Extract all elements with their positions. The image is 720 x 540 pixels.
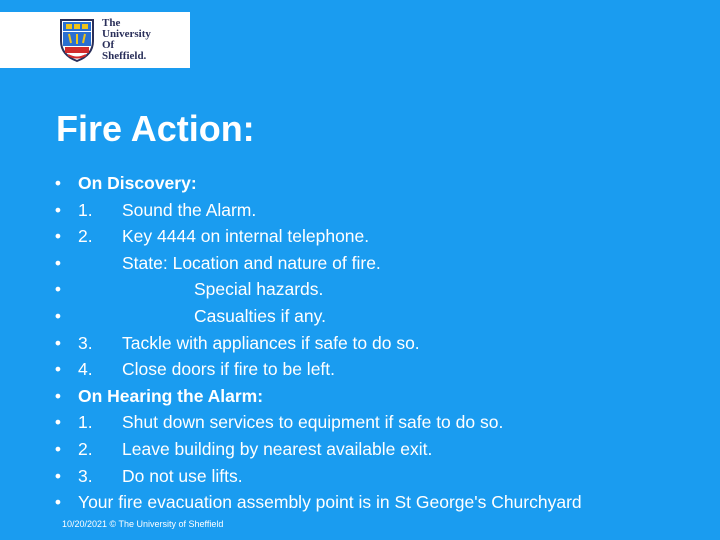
bullet-icon: •	[54, 173, 62, 193]
logo-line: Sheffield.	[102, 50, 147, 62]
step-text: Key 4444 on internal telephone.	[122, 226, 370, 247]
step-text: Special hazards.	[194, 279, 324, 300]
bullet-icon: •	[54, 332, 62, 353]
page-title: Fire Action:	[56, 108, 255, 149]
university-logo	[0, 12, 190, 68]
bullet-icon: •	[54, 252, 62, 273]
step-number: 1.	[78, 412, 93, 433]
step-number: 2.	[78, 226, 93, 247]
step-text: Tackle with appliances if safe to do so.	[122, 332, 420, 353]
step-text: State: Location and nature of fire.	[122, 252, 381, 273]
assembly-point-text: Your fire evacuation assembly point is in St George's Churchyard	[78, 492, 582, 513]
step-text: Close doors if fire to be left.	[122, 359, 336, 380]
step-text: Leave building by nearest available exit.	[122, 438, 433, 459]
bullet-icon: •	[54, 385, 62, 406]
logo-line: The	[102, 17, 121, 29]
university-crest-icon	[58, 17, 96, 63]
bullet-icon: •	[54, 359, 62, 380]
bullet-icon: •	[54, 199, 62, 220]
step-text: Shut down services to equipment if safe to do so.	[122, 412, 504, 433]
step-number: 2.	[78, 438, 93, 459]
bullet-icon: •	[54, 226, 62, 247]
logo-line: Of	[102, 39, 115, 51]
bullet-icon: •	[54, 412, 62, 433]
step-text: Sound the Alarm.	[122, 199, 257, 220]
logo-wordmark	[102, 18, 151, 62]
step-text: Casualties if any.	[194, 305, 326, 326]
logo-line: University	[102, 28, 151, 40]
step-text: Do not use lifts.	[122, 465, 243, 486]
footer-date-copyright: 10/20/2021 © The University of Sheffield	[62, 519, 224, 529]
step-number: 3.	[78, 465, 93, 486]
bullet-icon: •	[54, 492, 62, 513]
section-heading: On Discovery:	[78, 173, 197, 193]
step-number: 4.	[78, 359, 93, 380]
bullet-icon: •	[54, 465, 62, 486]
section-heading: On Hearing the Alarm:	[78, 385, 264, 406]
bullet-icon: •	[54, 305, 62, 326]
bullet-icon: •	[54, 438, 62, 459]
step-number: 1.	[78, 199, 93, 220]
step-number: 3.	[78, 332, 93, 353]
bullet-icon: •	[54, 279, 62, 300]
